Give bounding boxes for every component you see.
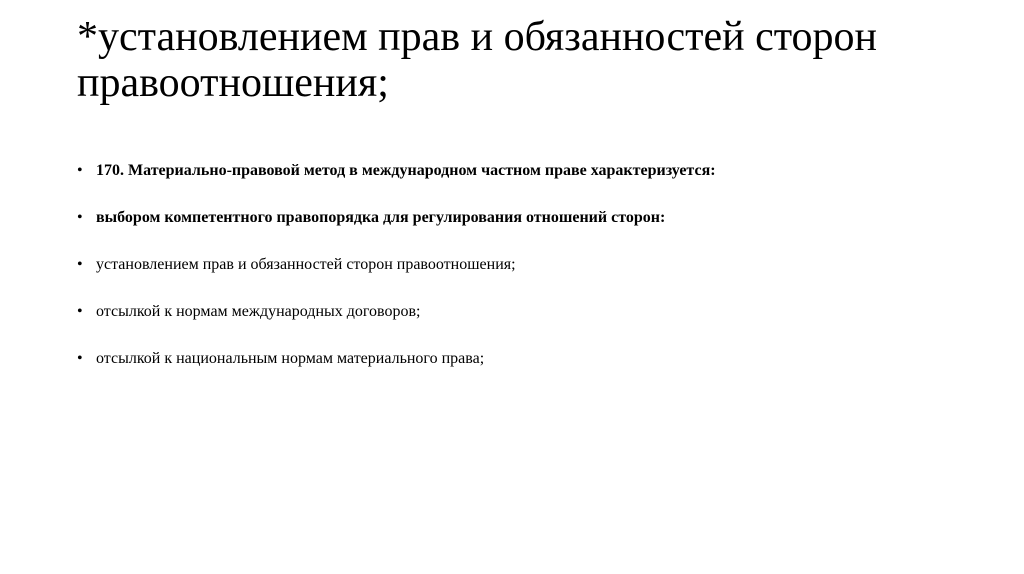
bullet-text: установлением прав и обязанностей сторон правоотношения; bbox=[96, 256, 516, 273]
bullet-item-question bbox=[77, 160, 957, 182]
bullet-icon: • bbox=[77, 256, 83, 273]
bullet-list bbox=[77, 160, 957, 395]
bullet-text: 170. Материально-правовой метод в международном частном праве характеризуется: bbox=[96, 162, 716, 179]
bullet-icon: • bbox=[77, 303, 83, 320]
bullet-icon: • bbox=[77, 209, 83, 226]
bullet-icon: • bbox=[77, 350, 83, 367]
bullet-text: выбором компетентного правопорядка для регулирования отношений сторон: bbox=[96, 209, 666, 226]
bullet-item-option-3 bbox=[77, 301, 957, 323]
bullet-item-option-4 bbox=[77, 348, 957, 370]
bullet-text: отсылкой к нормам международных договоров; bbox=[96, 303, 421, 320]
bullet-icon: • bbox=[77, 162, 83, 179]
slide-title: *установлением прав и обязанностей сторон правоотношения; bbox=[77, 14, 878, 106]
bullet-text: отсылкой к национальным нормам материального права; bbox=[96, 350, 485, 367]
bullet-item-option-1 bbox=[77, 207, 957, 229]
bullet-item-option-2 bbox=[77, 254, 957, 276]
